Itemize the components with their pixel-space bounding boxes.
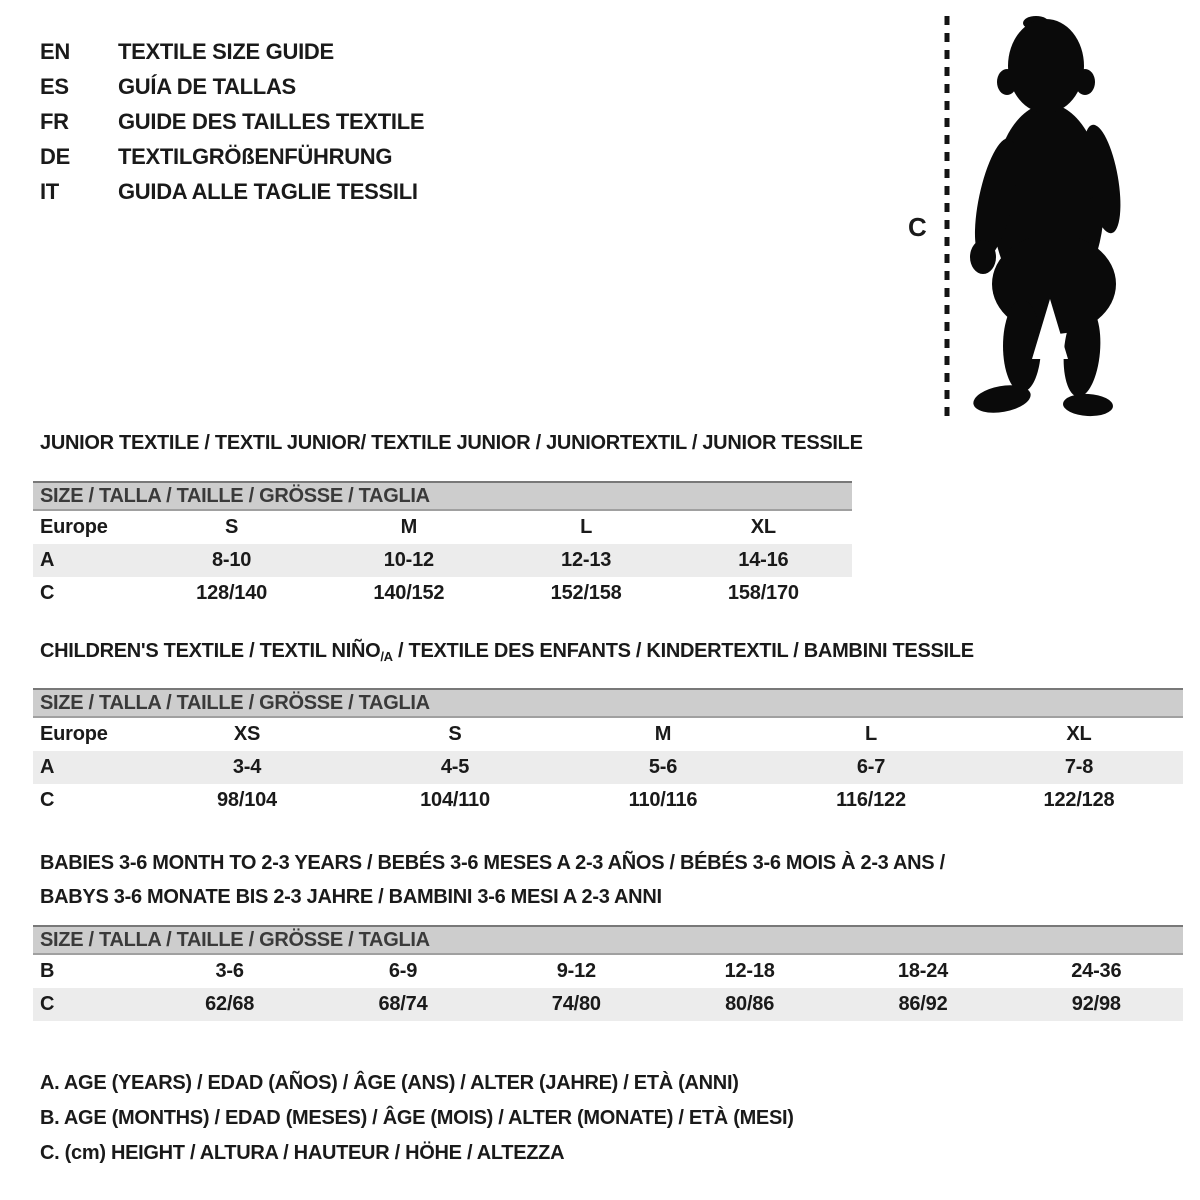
row-label: C [40,582,55,604]
footnote-b: B. AGE (MONTHS) / EDAD (MESES) / ÂGE (MOIS) / ALTER (MONATE) / ETÀ (MESI) [40,1107,794,1129]
age-cell: 14-16 [738,549,789,571]
height-cell: 116/122 [836,789,906,811]
size-cell: M [400,516,418,538]
lang-code: EN [40,38,70,64]
months-cell: 12-18 [724,960,775,982]
height-cell: 104/110 [420,789,490,811]
lang-title: GUÍA DE TALLAS [118,73,296,99]
height-cell: 152/158 [550,582,622,604]
size-header-band: SIZE / TALLA / TAILLE / GRÖSSE / TAGLIA [33,925,1183,955]
age-cell: 3-4 [232,756,262,778]
size-cell: M [654,723,672,745]
babies-size-table [33,925,1183,1021]
table-row-height [33,577,852,610]
footnote-c: C. (cm) HEIGHT / ALTURA / HAUTEUR / HÖHE / ALTEZZA [40,1142,565,1164]
months-cell: 3-6 [215,960,244,982]
age-cell: 8-10 [212,549,252,571]
size-cell: XL [1066,723,1092,745]
lang-row-it [40,174,424,209]
height-cell: 86/92 [898,993,948,1015]
size-cell: XL [750,516,776,538]
height-cell: 158/170 [727,582,799,604]
size-cell: XS [233,723,261,745]
row-label: C [40,789,55,811]
lang-title: GUIDA ALLE TAGLIE TESSILI [118,178,418,204]
language-title-block [40,34,424,209]
children-size-table [33,688,1183,817]
age-cell: 5-6 [648,756,678,778]
height-cell: 110/116 [628,789,698,811]
height-cell: 68/74 [378,993,428,1015]
lang-title: TEXTILE SIZE GUIDE [118,38,334,64]
months-cell: 9-12 [556,960,596,982]
table-row-months [33,955,1183,988]
title-line-2: BABYS 3-6 MONATE BIS 2-3 JAHRE / BAMBINI 3-6 MESI A 2-3 ANNI [40,886,662,908]
height-cell: 98/104 [217,789,277,811]
junior-size-table [33,481,852,610]
size-cell: S [225,516,239,538]
height-measure-dashed-line [942,16,952,416]
height-cell: 74/80 [551,993,601,1015]
size-cell: S [448,723,462,745]
table-row-europe [33,511,852,544]
section-title-junior: JUNIOR TEXTILE / TEXTIL JUNIOR/ TEXTILE JUNIOR / JUNIORTEXTIL / JUNIOR TESSILE [40,432,863,454]
table-row-age [33,751,1183,784]
size-header-band: SIZE / TALLA / TAILLE / GRÖSSE / TAGLIA [33,481,852,511]
table-row-age [33,544,852,577]
size-cell: L [580,516,593,538]
lang-row-de [40,139,424,174]
section-title-babies [40,846,945,914]
height-cell: 62/68 [205,993,255,1015]
title-line-1: BABIES 3-6 MONTH TO 2-3 YEARS / BEBÉS 3-6 MESES A 2-3 AÑOS / BÉBÉS 3-6 MOIS À 2-3 ANS / [40,852,945,874]
row-label: C [40,993,55,1015]
height-cell: 128/140 [196,582,268,604]
footnote-a: A. AGE (YEARS) / EDAD (AÑOS) / ÂGE (ANS) / ALTER (JAHRE) / ETÀ (ANNI) [40,1072,739,1094]
footnotes-block [40,1066,794,1171]
section-title-children [40,640,974,664]
lang-code: ES [40,73,69,99]
title-rest: / TEXTILE DES ENFANTS / KINDERTEXTIL / BAMBINI TESSILE [392,640,974,662]
lang-row-en [40,34,424,69]
lang-code: FR [40,108,69,134]
age-cell: 6-7 [856,756,886,778]
lang-code: DE [40,143,70,169]
lang-title: GUIDE DES TAILLES TEXTILE [118,108,425,134]
height-cell: 122/128 [1043,789,1115,811]
age-cell: 12-13 [561,549,612,571]
lang-row-es [40,69,424,104]
height-cell: 140/152 [373,582,445,604]
lang-code: IT [40,178,59,204]
height-cell: 92/98 [1071,993,1121,1015]
row-label: Europe [40,516,108,538]
lang-row-fr [40,104,424,139]
age-cell: 4-5 [440,756,470,778]
row-label: B [40,960,55,982]
table-row-europe [33,718,1183,751]
row-label: A [40,549,55,571]
age-cell: 10-12 [383,549,434,571]
age-cell: 7-8 [1064,756,1094,778]
title-main: CHILDREN'S TEXTILE / TEXTIL NIÑO [40,640,381,662]
size-cell: L [864,723,878,745]
table-row-height [33,784,1183,817]
table-row-height [33,988,1183,1021]
height-cell: 80/86 [725,993,775,1015]
title-subscript: /A [380,649,393,664]
months-cell: 18-24 [897,960,949,982]
months-cell: 6-9 [388,960,418,982]
row-label: Europe [40,723,108,745]
baby-silhouette-icon [966,14,1136,418]
months-cell: 24-36 [1071,960,1122,982]
size-header-band: SIZE / TALLA / TAILLE / GRÖSSE / TAGLIA [33,688,1183,718]
height-measure-label: C [908,212,927,242]
lang-title: TEXTILGRÖßENFÜHRUNG [118,143,393,169]
row-label: A [40,756,55,778]
